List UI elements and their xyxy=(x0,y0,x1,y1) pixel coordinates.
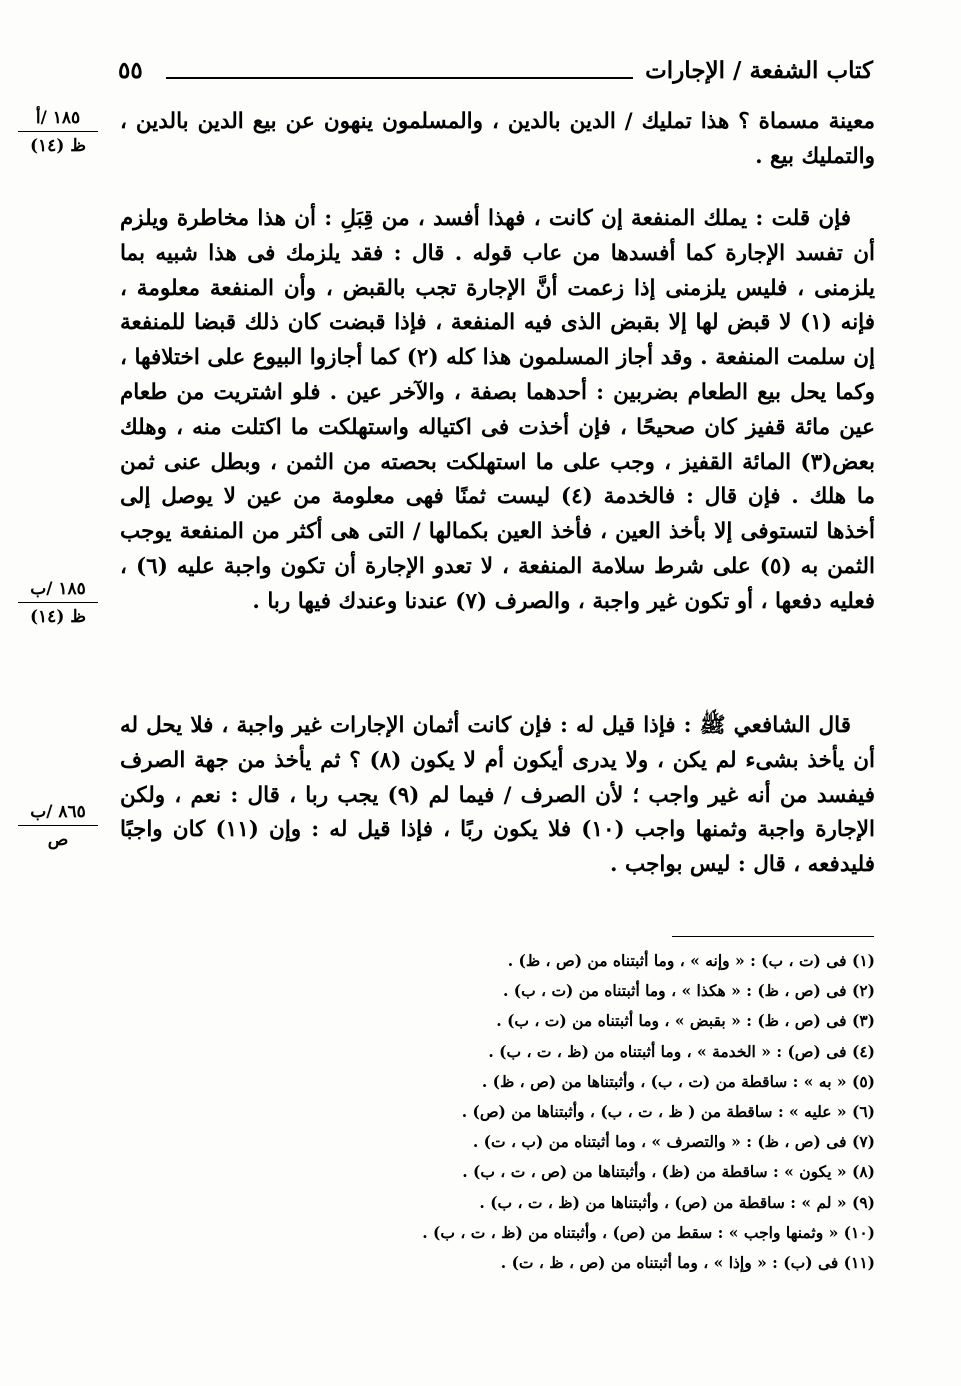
paragraph-3: قال الشافعي ﷺ : فإذا قيل له : فإن كانت أثمان الإجارات غير واجبة ، فلا يحل له أن يأخذ بشىء لم يكن ، ولا يدرى أيكون أم لا يكون (٨) ؟ ثم يأخذ من جهة الصرف فيفسد من أنه غير واجب ؛ لأن الصرف / فيما لم (٩) يجب ربا ، قال : نعم ، ولكن الإجارة واجبة وثمنها واجب (١٠) فلا يكون ربًا ، فإذا قيل له : وإن (١١) كان واجبًا فليدفعه ، قال : ليس بواجب . xyxy=(120,713,876,878)
paragraph-2: فإن قلت : يملك المنفعة إن كانت ، فهذا أفسد ، من قِبَلِ : أن هذا مخاطرة ويلزم أن تفسد الإجارة كما أفسدها من عاب قوله . قال : فقد يلزمك فى هذا شبيه بما يلزمنى ، فليس يلزمنى إذا زعمت أنَّ الإجارة تجب بالقبض ، وأن المنفعة معلومة ، فإنه (١) لا قبض لها إلا بقبض الذى فيه المنفعة ، فإذا قبضت كان ذلك قبضا للمنفعة إن سلمت المنفعة . وقد أجاز المسلمون هذا كله (٢) كما أجازوا البيوع على اختلافها ، وكما يحل بيع الطعام بضربين : أحدهما بصفة ، والآخر عين . فلو اشتريت من طعام عين مائة قفيز كان صحيحًا ، فإن أخذت فى اكتياله واستهلكت ما اكتلت منه ، وهلك بعض(٣) المائة القفيز ، وجب على ما استهلكت بحصته من الثمن ، وبطل عنى ثمن ما هلك . فإن قال : فالخدمة (٤) ليست ثمنًا فهى معلومة من عين لا يوصل إلى أخذها لتستوفى إلا بأخذ العين ، فأخذ العين بكمالها / التى هى أكثر من المنفعة يوجب الثمن به (٥) على شرط سلامة المنفعة ، لا تعدو الإجارة أن تكون واجبة عليه (٦) ، فعليه دفعها ، أو تكون غير واجبة ، والصرف (٧) عندنا وعندك فيها ربا . xyxy=(120,206,876,614)
footnote-9: (٩) « لم » : ساقطة من (ص) ، وأثبتناها من (ظ ، ت ، ب) . xyxy=(479,1192,875,1212)
margin-reference-folio: ١٨٥ /أ xyxy=(18,107,98,132)
footnote-8: (٨) « يكون » : ساقطة من (ظ) ، وأثبتناها من (ص ، ت ، ب) . xyxy=(462,1162,875,1182)
footnote-2: (٢) فى (ص ، ظ) : « هكذا » ، وما أثبتناه من (ت ، ب) . xyxy=(502,981,875,1001)
margin-reference-3 xyxy=(18,801,98,851)
margin-reference-2 xyxy=(18,578,98,628)
footnote-6: (٦) « عليه » : ساقطة من ( ظ ، ت ، ب) ، وأثبتناها من (ص) . xyxy=(461,1102,875,1122)
margin-reference-manuscript: ص xyxy=(47,830,69,850)
page-header xyxy=(118,55,873,95)
margin-reference-manuscript: ظ (١٤) xyxy=(30,136,86,156)
footnote-5: (٥) « به » : ساقطة من (ت ، ب) ، وأثبتناها من (ص ، ظ) . xyxy=(481,1071,875,1091)
footnote-3: (٣) فى (ص ، ظ) : « بقبض » ، وما أثبتناه من (ت ، ب) . xyxy=(496,1011,875,1031)
footnotes xyxy=(275,946,875,1278)
page-number: ٥٥ xyxy=(118,57,143,84)
margin-reference-folio: ٨٦٥ /ب xyxy=(18,801,98,826)
footnote-4: (٤) فى (ص) : « الخدمة » ، وما أثبتناه من (ظ ، ت ، ب) . xyxy=(488,1041,875,1061)
paragraph-1: معينة مسماة ؟ هذا تمليك / الدين بالدين ، والمسلمون ينهون عن بيع الدين بالدين ، والتمليك بيع . xyxy=(120,109,875,169)
margin-reference-folio: ١٨٥ /ب xyxy=(18,578,98,603)
margin-reference-manuscript: ظ (١٤) xyxy=(30,607,86,627)
footnote-10: (١٠) « وثمنها واجب » : سقط من (ص) ، وأثبتناه من (ظ ، ت ، ب) . xyxy=(422,1222,875,1242)
footnote-separator xyxy=(672,936,874,937)
running-title: كتاب الشفعة / الإجارات xyxy=(645,57,873,84)
margin-reference-1 xyxy=(18,107,98,157)
footnote-11: (١١) فى (ب) : « وإذا » ، وما أثبتناه من (ص ، ظ ، ت) . xyxy=(500,1253,875,1273)
footnote-7: (٧) فى (ص ، ظ) : « والتصرف » ، وما أثبتناه من (ب ، ت) . xyxy=(472,1132,875,1152)
footnote-1: (١) فى (ت ، ب) : « وإنه » ، وما أثبتناه من (ص ، ظ) . xyxy=(507,951,875,970)
header-rule xyxy=(166,77,633,79)
